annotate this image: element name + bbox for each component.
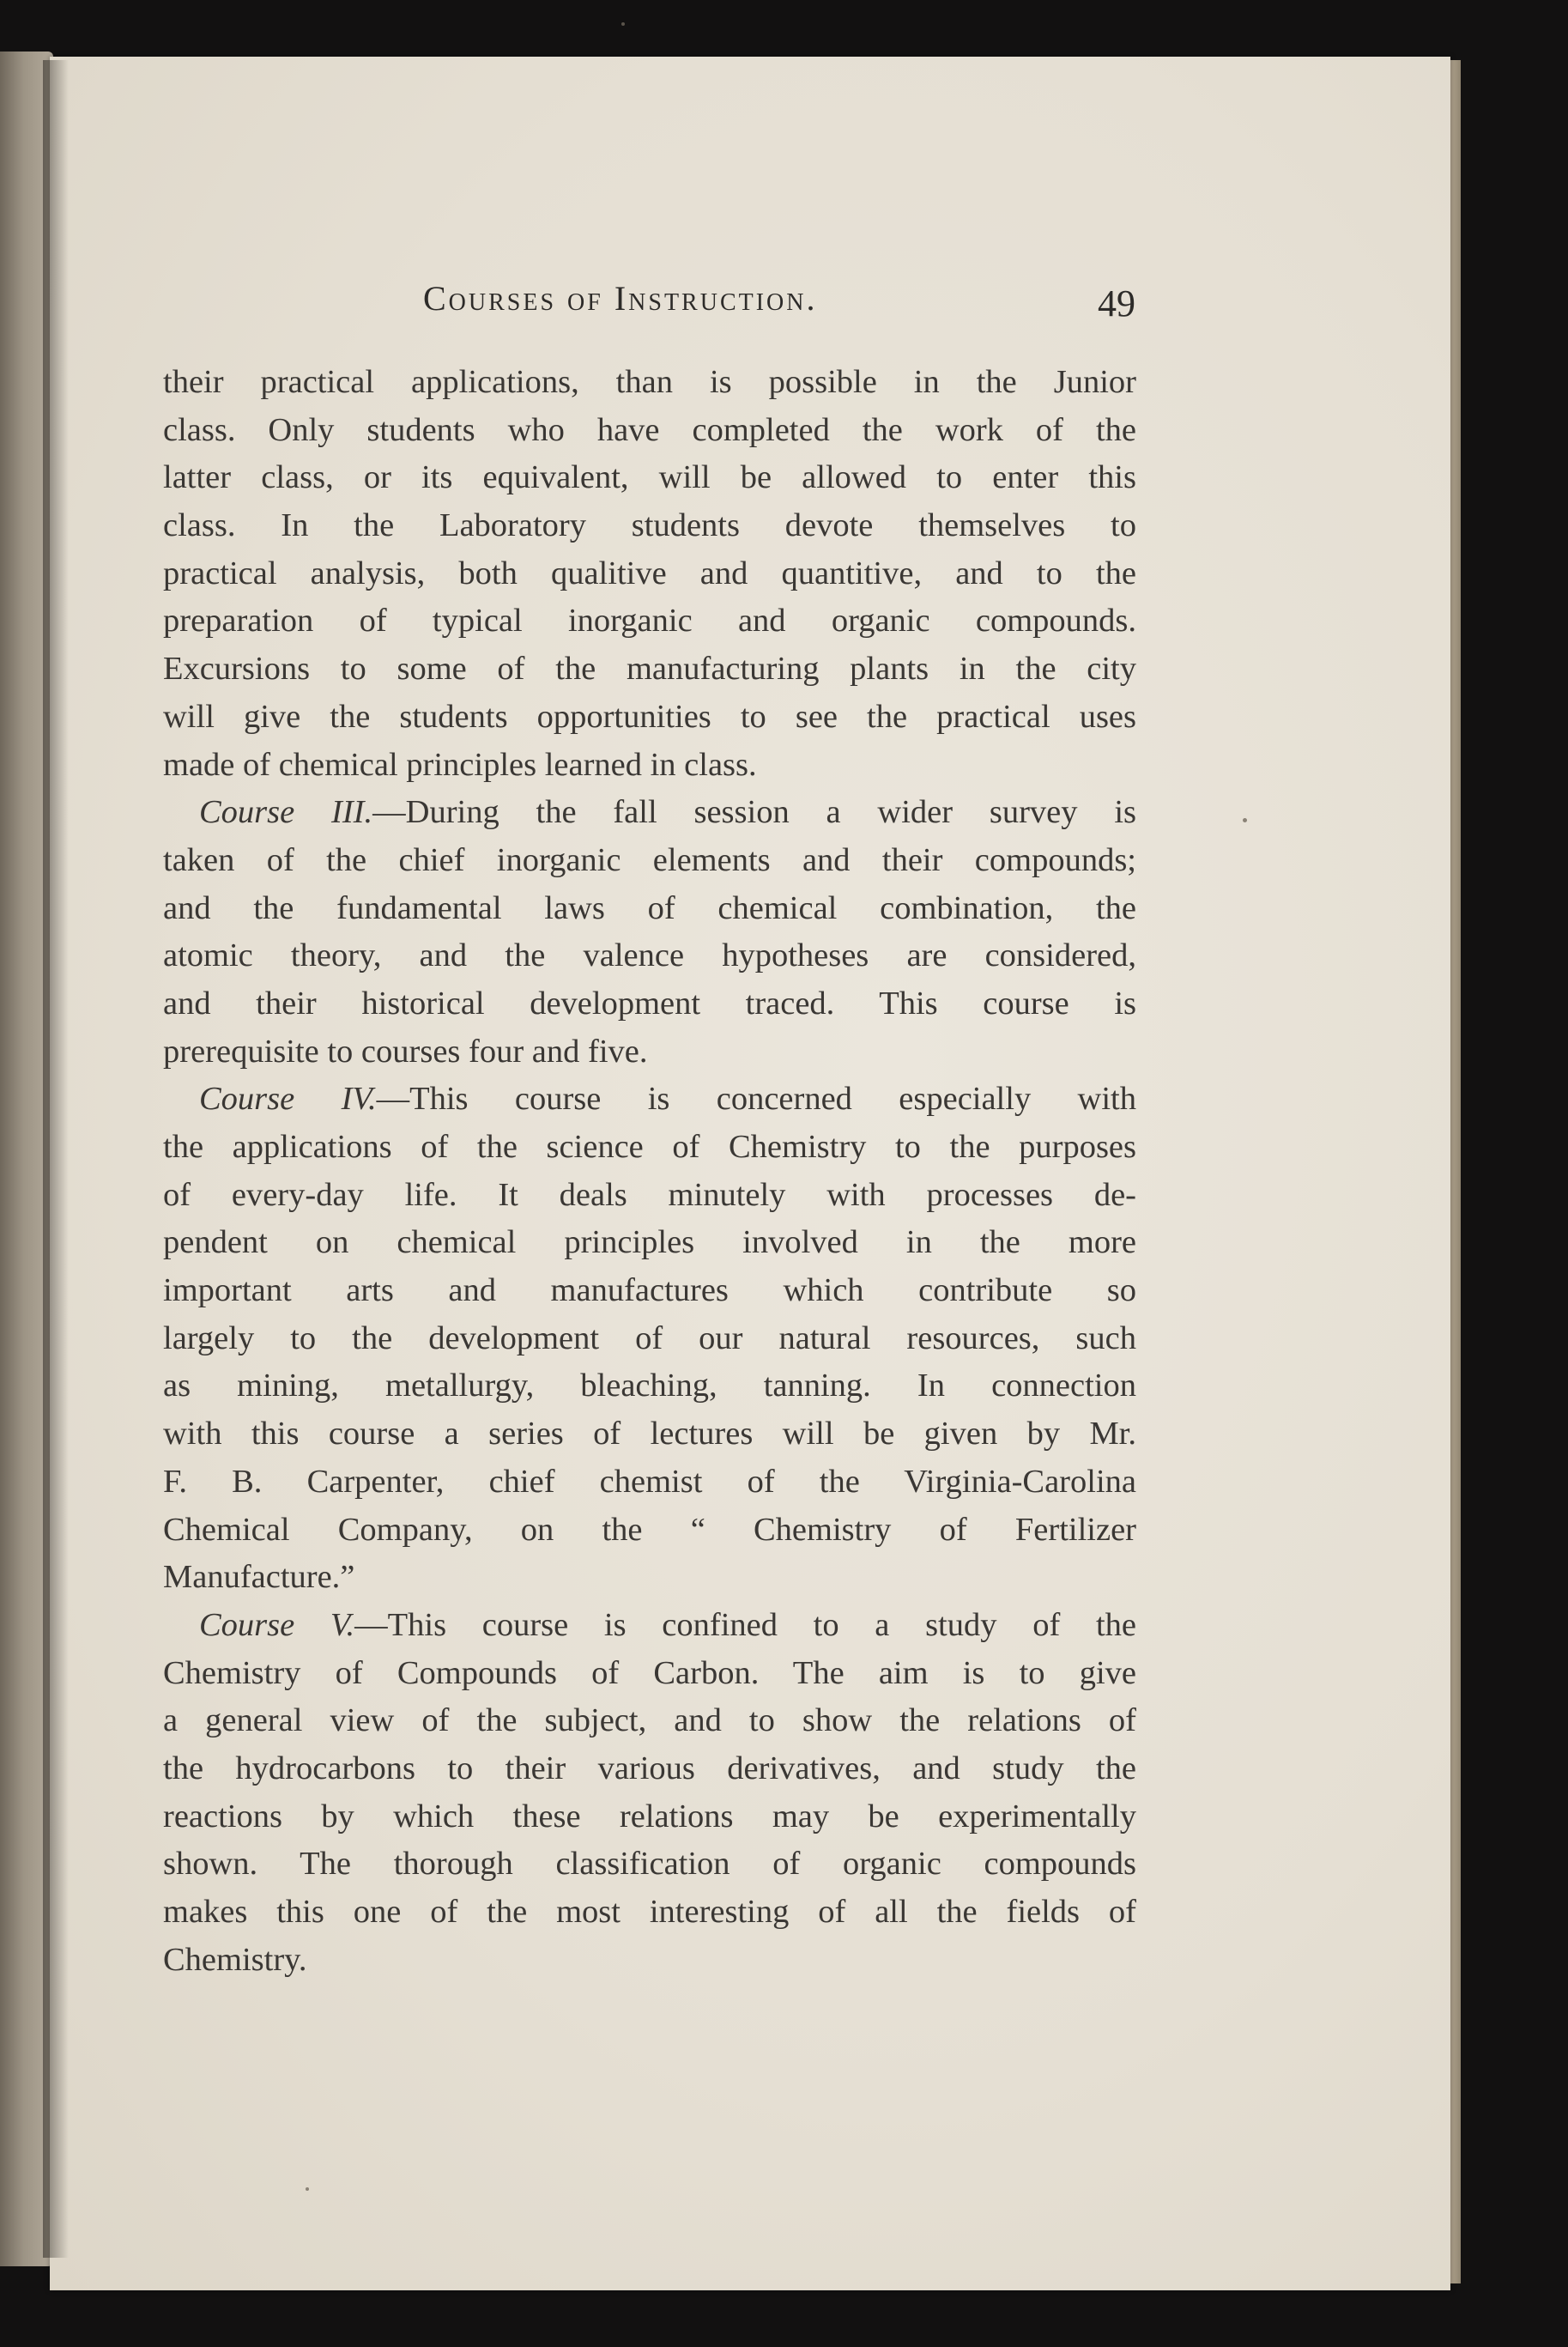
dust-speck — [621, 22, 625, 26]
text-line: and the fundamental laws of chemical combination, the — [163, 889, 1136, 926]
text-line: taken of the chief inorganic elements and their compounds; — [163, 841, 1136, 878]
text-line: as mining, metallurgy, bleaching, tanning. In connection — [163, 1368, 1136, 1404]
text-line: pendent on chemical principles involved in the more — [163, 1224, 1136, 1261]
page-number: 49 — [1098, 282, 1135, 324]
binding-gutter — [43, 60, 69, 2258]
paper-speck — [1243, 818, 1247, 822]
text-line: preparation of typical inorganic and organic compounds. — [163, 603, 1136, 640]
text-line: Chemistry. — [163, 1941, 307, 1978]
text-line: will give the students opportunities to see the practical uses — [163, 698, 1136, 735]
text-line: and their historical development traced. This course is — [163, 985, 1136, 1022]
text-line: atomic theory, and the valence hypotheses are considered, — [163, 937, 1136, 974]
course-heading-line: Course III.—During the fall session a wider survey is — [199, 794, 1136, 831]
text-line: prerequisite to courses four and five. — [163, 1033, 648, 1070]
course-label: Course V. — [199, 1606, 355, 1643]
text-line: class. Only students who have completed the work of the — [163, 411, 1136, 448]
text-line: made of chemical principles learned in class. — [163, 746, 757, 783]
text-line: Chemistry of Compounds of Carbon. The aim is to give — [163, 1654, 1136, 1691]
text-line: the hydrocarbons to their various derivatives, and study the — [163, 1750, 1136, 1786]
text-line: makes this one of the most interesting of all the fields of — [163, 1894, 1136, 1930]
text-line: F. B. Carpenter, chief chemist of the Virginia-Carolina — [163, 1463, 1136, 1500]
text-line: important arts and manufactures which contribute so — [163, 1272, 1136, 1309]
text-line: latter class, or its equivalent, will be allowed to enter this — [163, 459, 1136, 496]
text-line: class. In the Laboratory students devote themselves to — [163, 507, 1136, 544]
text-line: of every-day life. It deals minutely with processes de- — [163, 1176, 1136, 1213]
paper-speck — [306, 2187, 309, 2191]
text-line: a general view of the subject, and to show the relations of — [163, 1702, 1136, 1739]
running-title: Courses of Instruction. — [423, 279, 818, 318]
course-heading-line: Course V.—This course is confined to a study of the — [199, 1606, 1136, 1643]
text-line: largely to the development of our natural resources, such — [163, 1319, 1136, 1356]
text-line: Manufacture.” — [163, 1559, 355, 1596]
body-text — [163, 359, 1136, 1984]
text-line: practical analysis, both qualitive and quantitive, and to the — [163, 555, 1136, 591]
page-header — [423, 273, 1135, 333]
text-line: shown. The thorough classification of organic compounds — [163, 1846, 1136, 1883]
text-line: reactions by which these relations may be experimentally — [163, 1798, 1136, 1835]
course-heading-line: Course IV.—This course is concerned especially with — [199, 1081, 1136, 1118]
text-line: their practical applications, than is possible in the Junior — [163, 364, 1136, 400]
course-label: Course IV. — [199, 1081, 377, 1118]
text-line: the applications of the science of Chemistry to the purposes — [163, 1129, 1136, 1165]
text-line: Excursions to some of the manufacturing plants in the city — [163, 651, 1136, 688]
text-line: with this course a series of lectures will be given by Mr. — [163, 1416, 1136, 1452]
course-label: Course III. — [199, 794, 373, 831]
text-line: Chemical Company, on the “ Chemistry of Fertilizer — [163, 1511, 1136, 1548]
